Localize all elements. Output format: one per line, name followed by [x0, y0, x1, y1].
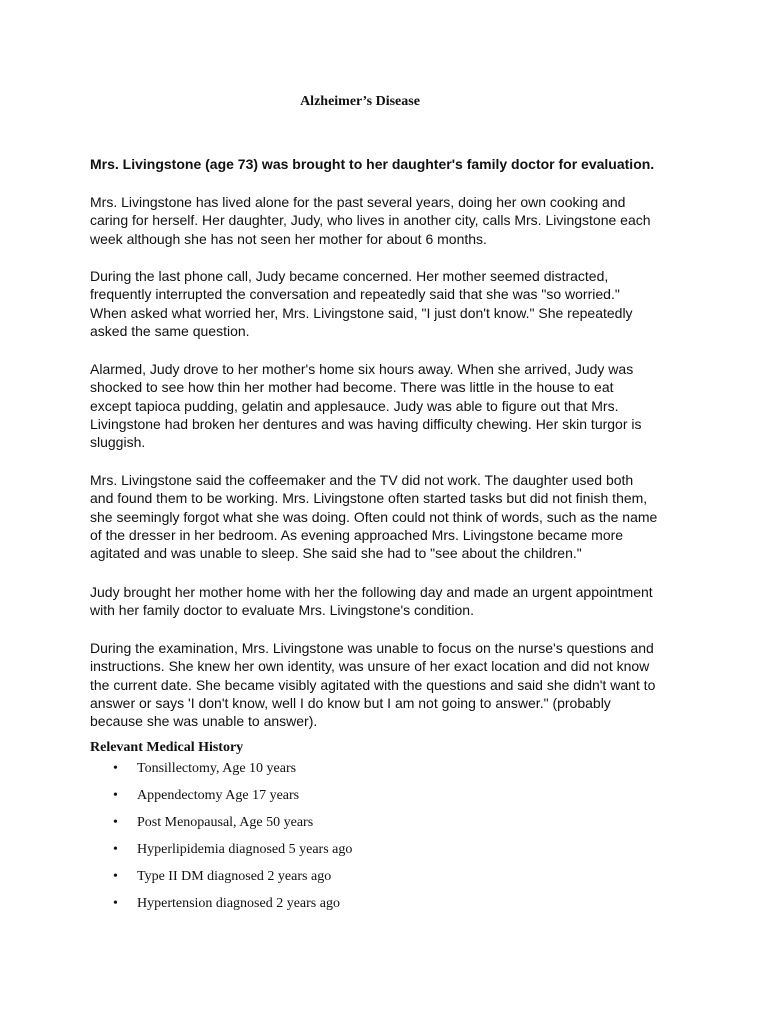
text-line: Alarmed, Judy drove to her mother's home six hours away. When she arrived, Judy was [90, 361, 634, 377]
text-line: When asked what worried her, Mrs. Livingstone said, "I just don't know." She repeatedly [90, 304, 633, 321]
text-line: During the examination, Mrs. Livingstone was unable to focus on the nurse's questions and [90, 640, 654, 656]
text-line: caring for herself. Her daughter, Judy, who lives in another city, calls Mrs. Livingstone each [90, 212, 651, 229]
bullet-icon: • [113, 815, 118, 830]
text-line: instructions. She knew her own identity, was unsure of her exact location and did not know [90, 658, 650, 675]
text-line: answer or says 'I don't know, well I do know but I am not going to answer." (probably [90, 694, 611, 711]
paragraph-examination [90, 639, 686, 730]
lead-sentence: Mrs. Livingstone (age 73) was brought to her daughter's family doctor for evaluation. [90, 156, 655, 172]
history-item-text: Hypertension diagnosed 2 years ago [137, 896, 340, 911]
list-item [90, 839, 352, 866]
text-line: shocked to see how thin her mother had become. There was little in the house to eat [90, 379, 614, 396]
text-line: Mrs. Livingstone has lived alone for the past several years, doing her own cooking and [90, 194, 626, 210]
text-line: week although she has not seen her mother for about 6 months. [90, 230, 487, 247]
document-title: Alzheimer’s Disease [300, 94, 420, 109]
history-item-text: Appendectomy Age 17 years [137, 788, 300, 803]
text-line: sluggish. [90, 434, 146, 451]
list-item [90, 866, 352, 893]
history-item-text: Tonsillectomy, Age 10 years [137, 761, 297, 776]
bullet-icon: • [113, 761, 118, 776]
medical-history-heading: Relevant Medical History [90, 740, 244, 755]
text-line: asked the same question. [90, 322, 250, 339]
text-line: agitated and was unable to sleep. She said she had to "see about the children." [90, 545, 582, 562]
list-item [90, 758, 352, 785]
history-item-text: Hyperlipidemia diagnosed 5 years ago [137, 842, 353, 857]
text-line: During the last phone call, Judy became concerned. Her mother seemed distracted, [90, 268, 609, 284]
text-line: with her family doctor to evaluate Mrs. Livingstone's condition. [90, 602, 474, 619]
text-line: because she was unable to answer). [90, 713, 318, 730]
text-line: the current date. She became visibly agitated with the questions and said she didn't want to [90, 676, 656, 693]
paragraph-living-alone [90, 193, 686, 248]
paragraph-symptoms [90, 471, 686, 562]
bullet-icon: • [113, 896, 118, 911]
text-line: of the dresser in her bedroom. As evening approached Mrs. Livingstone became more [90, 526, 624, 543]
text-line: Judy brought her mother home with her the following day and made an urgent appointment [90, 584, 653, 600]
history-item-text: Type II DM diagnosed 2 years ago [137, 869, 332, 884]
text-line: except tapioca pudding, gelatin and applesauce. Judy was able to figure out that Mrs. [90, 397, 619, 414]
paragraph-home-visit [90, 360, 686, 451]
paragraph-phone-call [90, 267, 686, 340]
list-item [90, 785, 352, 812]
list-item [90, 893, 352, 920]
history-item-text: Post Menopausal, Age 50 years [137, 815, 314, 830]
bullet-icon: • [113, 869, 118, 884]
text-line: frequently interrupted the conversation and repeatedly said that she was "so worried." [90, 286, 620, 303]
text-line: and found them to be working. Mrs. Livingstone often started tasks but did not finish them, [90, 490, 648, 507]
text-line: Mrs. Livingstone said the coffeemaker and the TV did not work. The daughter used both [90, 472, 634, 488]
bullet-icon: • [113, 788, 118, 803]
text-line: Livingstone had broken her dentures and was having difficulty chewing. Her skin turgor is [90, 415, 642, 432]
text-line: she seemingly forgot what she was doing. Often could not think of words, such as the name [90, 508, 658, 525]
bullet-icon: • [113, 842, 118, 857]
medical-history-list [90, 758, 352, 920]
paragraph-appointment [90, 583, 686, 620]
list-item [90, 812, 352, 839]
